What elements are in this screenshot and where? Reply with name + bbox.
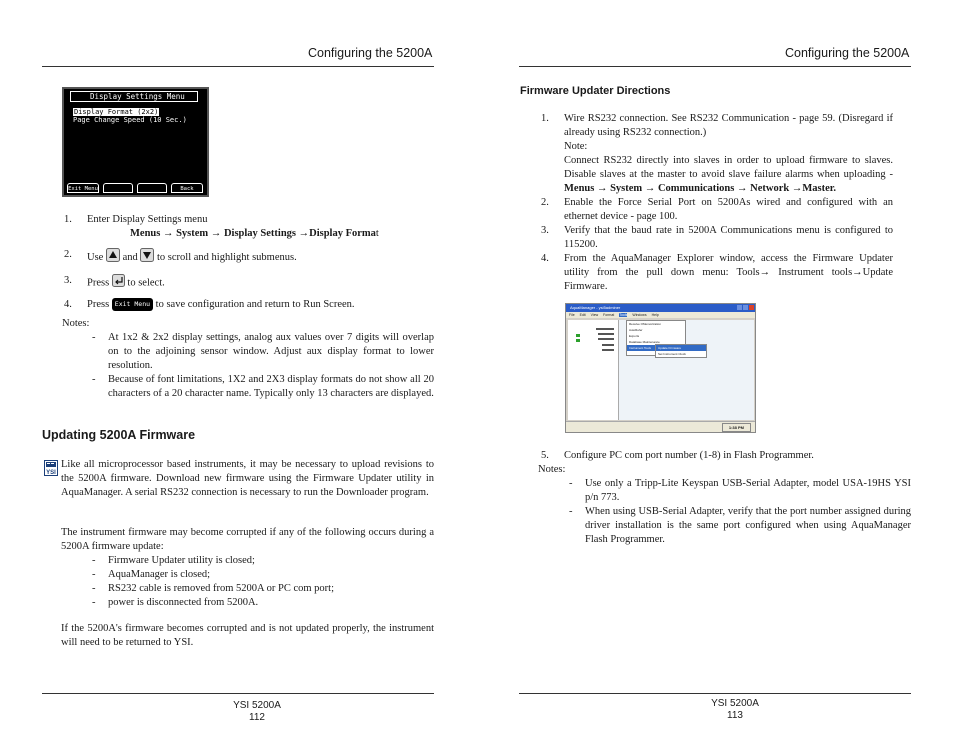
step-3: 3. Verify that the baud rate in 5200A Communications menu is configured to 115200. [541, 225, 893, 250]
screenshot-tree-panel [568, 320, 619, 420]
screenshot-menubar: File Edit View Format Tools Windows Help [566, 312, 755, 318]
svg-text:YSI: YSI [46, 470, 56, 476]
header-rule-right [519, 66, 911, 67]
notes-label-right: Notes: [538, 464, 566, 475]
up-arrow-key-icon [106, 248, 120, 267]
screenshot-titlebar: AquaManager - ysi5adminer [566, 304, 755, 312]
note-item: - Because of font limitations, 1X2 and 2X3 display formats do not show all 20 characters of a 20 character name. Typically only 13 characters are displayed. [92, 374, 434, 399]
firmware-intro-paragraph: Like all microprocessor based instruments, it may be necessary to upload revisions to the 5200A firmware. Download new firmware using the Firmware Updater utility in AquaManager. A serial RS232 connection is necessary to run the Downloader program. [61, 459, 434, 498]
display-settings-steps [64, 213, 434, 312]
lcd-softkey-2 [103, 183, 133, 193]
screenshot-statusbar: 1:38 PM [566, 421, 755, 432]
lcd-exit-menu-button: Exit Menu [67, 183, 99, 193]
close-icon [749, 305, 754, 310]
ysi-download-icon [44, 460, 58, 476]
step-5: 5. Configure PC com port number (1-8) in Flash Programmer. [541, 450, 814, 461]
minimize-icon [737, 305, 742, 310]
step-5-block [541, 449, 893, 463]
step-2: 2. Enable the Force Serial Port on 5200As wired and configured with an ethernet device - page 100. [541, 197, 893, 222]
page-header-right: Configuring the 5200A [785, 46, 910, 60]
header-rule-left [42, 66, 434, 67]
firmware-corruption-paragraph: The instrument firmware may become corrupted if any of the following occurs during a 5200A firmware update: [61, 527, 434, 552]
footer-rule-left [42, 693, 434, 694]
step-3: 3. Press to select. [64, 274, 434, 292]
corruption-causes-list [92, 554, 434, 610]
step-1: 1. Enter Display Settings menu [64, 214, 208, 225]
footer-rule-right [519, 693, 911, 694]
down-arrow-key-icon [140, 248, 154, 267]
aquamanager-screenshot [565, 303, 756, 433]
page-header-left: Configuring the 5200A [308, 46, 433, 60]
note-item: - When using USB-Serial Adapter, verify that the port number assigned during driver installation is the same port configured when using AquaManager Flash Programmer. [569, 506, 911, 545]
list-item: - power is disconnected from 5200A. [92, 597, 259, 608]
notes-label-left: Notes: [62, 318, 90, 329]
notes-list-left [92, 331, 434, 401]
maximize-icon [743, 305, 748, 310]
step-4: 4. From the AquaManager Explorer window, access the Firmware Updater utility from the pull down menu: Tools→ Instrument tools→Update Firmware. [541, 253, 893, 292]
step-4: 4. Press Exit Menu to save configuration and return to Run Screen. [64, 299, 355, 310]
step-2: 2. Use and to scroll and highlight submenus. [64, 248, 434, 267]
note-item: - Use only a Tripp-Lite Keyspan USB-Serial Adapter, model USA-19HS YSI p/n 773. [569, 478, 911, 503]
list-item: - AquaManager is closed; [92, 569, 211, 580]
step-1-menu-path: Menus → System → Display Settings →Display Format [130, 228, 379, 239]
page-footer-left: YSI 5200A 112 [233, 700, 281, 723]
lcd-display-settings-screen [62, 87, 209, 197]
instrument-tools-submenu: Update Firmware Set Instrument Clock [655, 344, 707, 358]
section-title-updating-firmware: Updating 5200A Firmware [42, 428, 196, 442]
tools-dropdown-menu: Receive OMemorization AutoRefer Exports Database Maintenance Instrument Tools [626, 320, 686, 356]
lcd-item-display-format: Display Format (2x2) [74, 108, 159, 116]
firmware-updater-steps [541, 112, 893, 294]
screenshot-workspace [568, 320, 754, 420]
note-item: - At 1x2 & 2x2 display settings, analog aux values over 7 digits will overlap on to the adjoining sensor window. Adjust aux display format to lower resolution. [92, 332, 434, 371]
section-title-firmware-updater: Firmware Updater Directions [520, 85, 671, 97]
enter-key-icon [112, 274, 125, 292]
list-item: - RS232 cable is removed from 5200A or PC com port; [92, 583, 335, 594]
step-1: 1. Wire RS232 connection. See RS232 Communication - page 59. (Disregard if already using RS232 connection.) Note: Connect RS232 directly into slaves in order to upload firmware to slaves. Disable slaves at the master to avoid slave failure alarms when uploading - Menus → System → Communications → Network →Master. [541, 113, 893, 194]
notes-list-right [569, 477, 911, 547]
lcd-back-button: Back [171, 183, 203, 193]
list-item: - Firmware Updater utility is closed; [92, 555, 255, 566]
return-to-ysi-paragraph: If the 5200A's firmware becomes corrupted and is not updated properly, the instrument will need to be returned to YSI. [61, 623, 434, 648]
exit-menu-key-icon: Exit Menu [112, 298, 153, 311]
lcd-title: Display Settings Menu [90, 92, 185, 101]
page-footer-right: YSI 5200A 113 [711, 698, 759, 721]
lcd-softkey-3 [137, 183, 167, 193]
lcd-item-page-change-speed: Page Change Speed (10 Sec.) [73, 116, 187, 124]
